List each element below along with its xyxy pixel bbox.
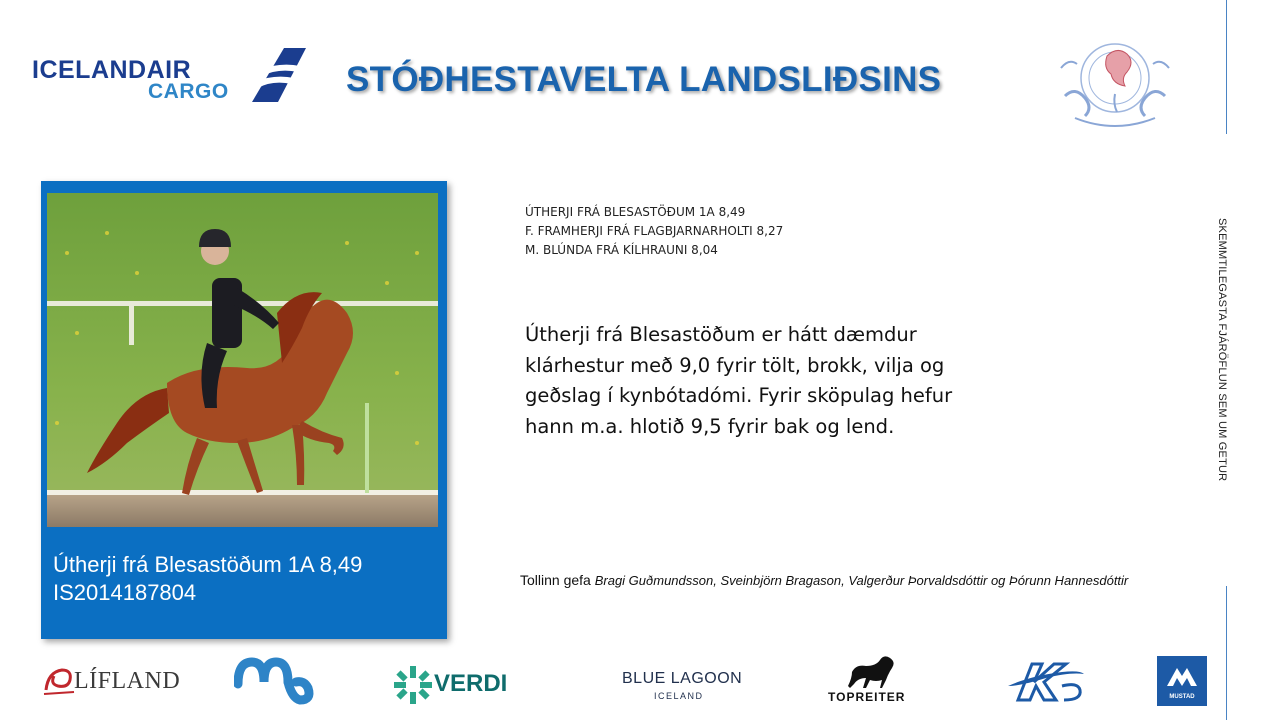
horse-silhouette-icon <box>846 654 898 690</box>
blue-lagoon-subtext: ICELAND <box>654 691 704 701</box>
landssamband-seal-logo <box>1055 38 1175 128</box>
blue-lagoon-text: BLUE LAGOON <box>622 670 743 687</box>
pedigree-mother: M. BLÚNDA FRÁ KÍLHRAUNI 8,04 <box>525 243 718 257</box>
donors-text <box>520 570 1140 591</box>
mustad-text: MUSTAD <box>1169 694 1195 700</box>
logo-brand-top: ICELANDAIR <box>32 56 192 84</box>
pedigree-father: F. FRAMHERJI FRÁ FLAGBJARNARHOLTI 8,27 <box>525 224 784 238</box>
ms-logo <box>234 652 318 712</box>
mustad-mountain-icon <box>1167 664 1197 688</box>
ms-icon <box>234 652 318 708</box>
card-caption-name: Útherji frá Blesastöðum 1A 8,49 <box>53 552 363 577</box>
blue-lagoon-logo <box>622 652 742 712</box>
icelandair-cargo-logo <box>32 46 312 106</box>
pedigree-stallion: ÚTHERJI FRÁ BLESASTÖÐUM 1A 8,49 <box>525 205 746 219</box>
pedigree-block <box>525 203 783 260</box>
topreiter-text: TOPREITER <box>828 690 906 704</box>
page-title: STÓÐHESTAVELTA LANDSLIÐSINS <box>346 60 942 99</box>
stallion-description: Útherji frá Blesastöðum er hátt dæmdur klárhestur með 9,0 fyrir tölt, brokk, vilja og geðslag í kynbótadómi. Fyrir sköpulag hefur hann m.a. hlotið 9,5 fyrir bak og lend. <box>525 323 953 438</box>
card-caption <box>53 551 433 607</box>
topreiter-logo <box>828 652 928 712</box>
mustad-badge <box>1157 656 1207 706</box>
divider-top <box>1226 0 1227 134</box>
donors-names: Bragi Guðmundsson, Sveinbjörn Bragason, Valgerður Þorvaldsdóttir og Þórunn Hannesdóttir <box>594 573 1129 588</box>
verdi-text: VERDI <box>434 670 508 697</box>
logo-brand-bottom: CARGO <box>148 80 229 103</box>
side-slogan: SKEMMTILEGASTA FJÁRÖFLUN SEM UM GETUR <box>1216 218 1228 482</box>
lifland-logo <box>42 652 182 712</box>
donors-prefix: Tollinn gefa <box>520 572 591 588</box>
stallion-photo <box>47 193 438 527</box>
lifland-text: LÍFLAND <box>74 668 181 694</box>
card-caption-id: IS2014187804 <box>53 580 197 605</box>
verdi-logo <box>394 652 524 712</box>
ks-icon <box>1000 652 1086 708</box>
ks-logo <box>1000 652 1086 712</box>
divider-bottom <box>1226 586 1227 720</box>
stallion-card <box>41 181 447 639</box>
lifland-swirl-icon <box>42 664 76 698</box>
airline-tail-icon <box>244 48 306 102</box>
verdi-star-icon <box>394 666 432 704</box>
mustad-logo <box>1157 652 1207 712</box>
